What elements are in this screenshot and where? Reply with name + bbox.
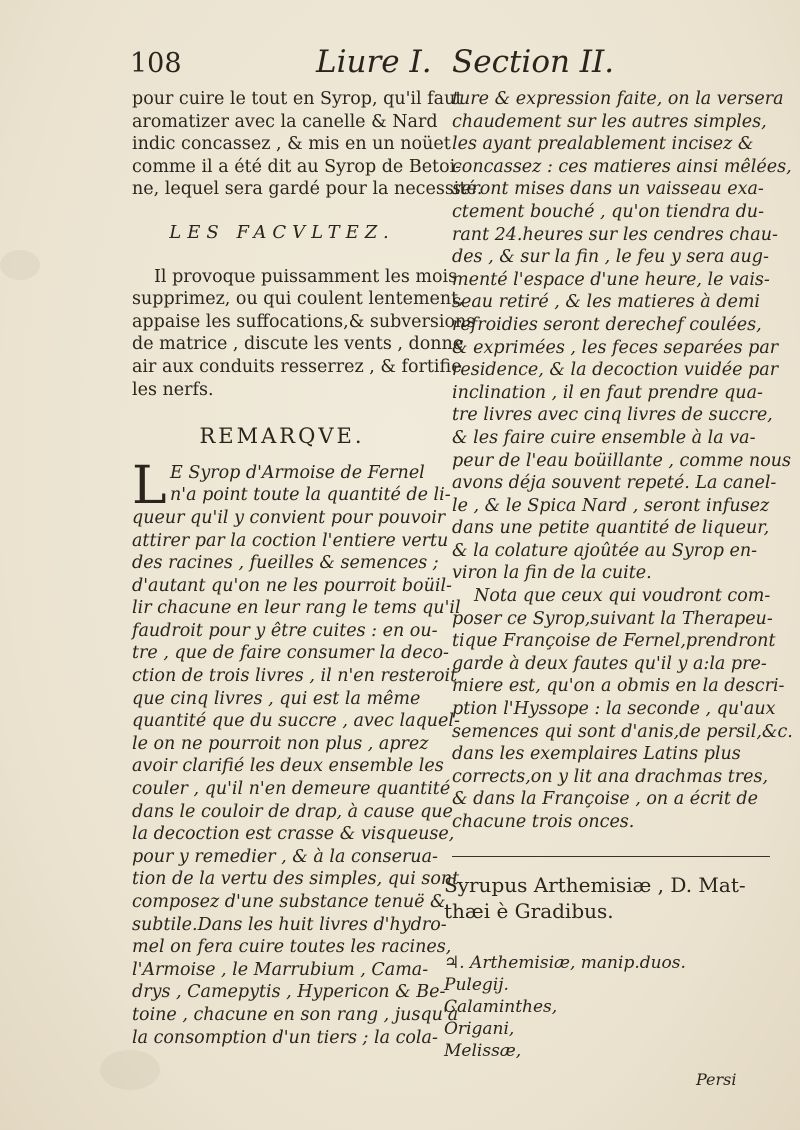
text-line: concassez : ces matieres ainsi mêlées, [452,156,792,177]
text-line: thæi è Gradibus. [444,899,614,923]
text-line: Melissæ, [444,1041,522,1061]
right-column [452,88,793,834]
text-line: ne, lequel sera gardé pour la necessité. [132,179,483,200]
text-line: faudroit pour y être cuites : en ou- [132,620,438,641]
drop-cap-letter: L [132,455,167,516]
text-line: seau retiré , & les matieres à demi [452,292,761,313]
text-line: menté l'espace d'une heure, le vais- [452,269,770,290]
text-line: tion de la vertu des simples, qui sont [132,869,460,890]
text-line: l'Armoise , le Marrubium , Cama- [132,959,429,980]
text-line: les ayant prealablement incisez & [452,134,754,155]
running-header [130,44,770,84]
text-line: seront mises dans un vaisseau exa- [452,179,764,200]
text-line: air aux conduits resserrez , & fortifie [132,356,462,377]
text-line: garde à deux fautes qu'il y a:la pre- [452,653,767,674]
remarque-continued [452,88,792,585]
recipe-ingredients [444,952,774,1062]
text-line: Calaminthes, [444,997,558,1017]
text-line: ction de trois livres , il n'en resteroit [132,666,458,687]
text-line: n'a point toute la quantité de li- [170,485,451,506]
facultez-paragraph [132,266,476,402]
page-number: 108 [130,48,182,79]
text-line: & la colature ajoûtée au Syrop en- [452,540,758,561]
text-line: & exprimées , les feces separées par [452,337,779,358]
paper-stain [100,1050,160,1090]
section-divider [452,856,770,857]
text-line: dans le couloir de drap, à cause que [132,801,453,822]
text-line: attirer par la coction l'entiere vertu [132,530,449,551]
remarque-paragraph [132,455,461,1049]
text-line: poser ce Syrop,suivant la Therapeu- [452,608,773,629]
text-line: appaise les suffocations,& subversions [132,311,476,332]
text-line: lir chacune en leur rang le tems qu'il [132,598,461,619]
header-book-title: Liure I. [316,44,432,80]
text-line: d'autant qu'on ne les pourroit boüil- [132,575,452,596]
text-line: ♃. Arthemisiæ, manip.duos. [444,953,686,973]
facultez-heading: LES FACVLTEZ. [169,221,395,243]
text-line: Syrupus Arthemisiæ , D. Mat- [444,873,746,897]
text-line: couler , qu'il n'en demeure quantité [132,779,451,800]
intro-paragraph [132,88,483,201]
text-line: queur qu'il y convient pour pouvoir [132,507,446,528]
text-line: avoir clarifié les deux ensemble les [132,756,444,777]
text-line: inclination , il en faut prendre qua- [452,382,763,403]
text-line: Pulegij. [444,975,509,995]
text-line: composez d'une substance tenuë & [132,892,446,912]
catchword: Persi [696,1070,737,1089]
text-line: ture & expression faite, on la versera [452,89,784,109]
text-line: le on ne pourroit non plus , aprez [132,733,429,754]
text-line: supprimez, ou qui coulent lentement, [132,289,464,310]
text-line: subtile.Dans les huit livres d'hydro- [132,914,447,935]
text-line: mel on fera cuire toutes les racines, [132,937,452,958]
remarque-text [132,455,461,1049]
text-line: indic concassez , & mis en un noüet [132,134,451,155]
text-line: refroidies seront derechef coulées, [452,314,762,335]
text-line: rant 24.heures sur les cendres chau- [452,224,778,245]
header-section-title: Section II. [452,44,615,80]
text-line: ption l'Hyssope : la seconde , qu'aux [452,699,776,720]
text-line: miere est, qu'on a obmis en la descri- [452,676,785,697]
text-line: des racines , fueilles & semences ; [132,553,439,574]
text-line: que cinq livres , qui est la même [132,688,421,709]
text-line: drys , Camepytis , Hypericon & Be- [132,982,446,1003]
text-line: Origani, [444,1019,515,1039]
text-line: de matrice , discute les vents , donne [132,334,464,355]
text-line: & les faire cuire ensemble à la va- [452,427,756,448]
text-line: chaudement sur les autres simples, [452,111,767,132]
text-line: pour cuire le tout en Syrop, qu'il faut [132,89,463,109]
text-line: residence, & la decoction vuidée par [452,360,779,381]
text-line: peur de l'eau boüillante , comme nous [452,450,791,471]
text-line: quantité que du succre , avec laquel- [132,711,460,732]
text-line: E Syrop d'Armoise de Fernel [170,462,425,483]
text-line: la decoction est crasse & visqueuse, [132,824,455,845]
text-line: des , & sur la fin , le feu y sera aug- [452,247,769,268]
text-line: dans les exemplaires Latins plus [452,744,741,765]
syrup-recipe-title [444,872,774,924]
text-line: corrects,on y lit ana drachmas tres, [452,766,769,787]
remarque-heading: REMARQVE. [199,424,365,449]
text-line: Il provoque puissamment les mois [154,266,458,287]
nota-paragraph [452,585,793,834]
text-line: toine , chacune en son rang , jusqu'à [132,1004,459,1025]
text-line: viron la fin de la cuite. [452,563,652,584]
text-line: pour y remedier , & à la conserua- [132,846,438,867]
text-line: le , & le Spica Nard , seront infusez [452,495,770,516]
text-line: semences qui sont d'anis,de persil,&c. [452,721,793,742]
text-line: la consomption d'un tiers ; la cola- [132,1027,438,1048]
text-line: & dans la Françoise , on a écrit de [452,789,758,810]
text-line: tre livres avec cinq livres de succre, [452,405,773,426]
text-line: avons déja souvent repeté. La canel- [452,473,777,494]
text-line: tique Françoise de Fernel,prendront [452,631,776,652]
text-line: aromatizer avec la canelle & Nard [132,111,438,132]
text-line: dans une petite quantité de liqueur, [452,518,770,539]
text-line: chacune trois onces. [452,812,635,832]
text-line: comme il a été dit au Syrop de Betoi- [132,156,462,177]
text-line: les nerfs. [132,379,214,400]
text-line: tre , que de faire consumer la deco- [132,643,449,664]
paper-stain [0,250,40,280]
text-line: ctement bouché , qu'on tiendra du- [452,201,764,222]
text-line: Nota que ceux qui voudront com- [474,586,771,607]
